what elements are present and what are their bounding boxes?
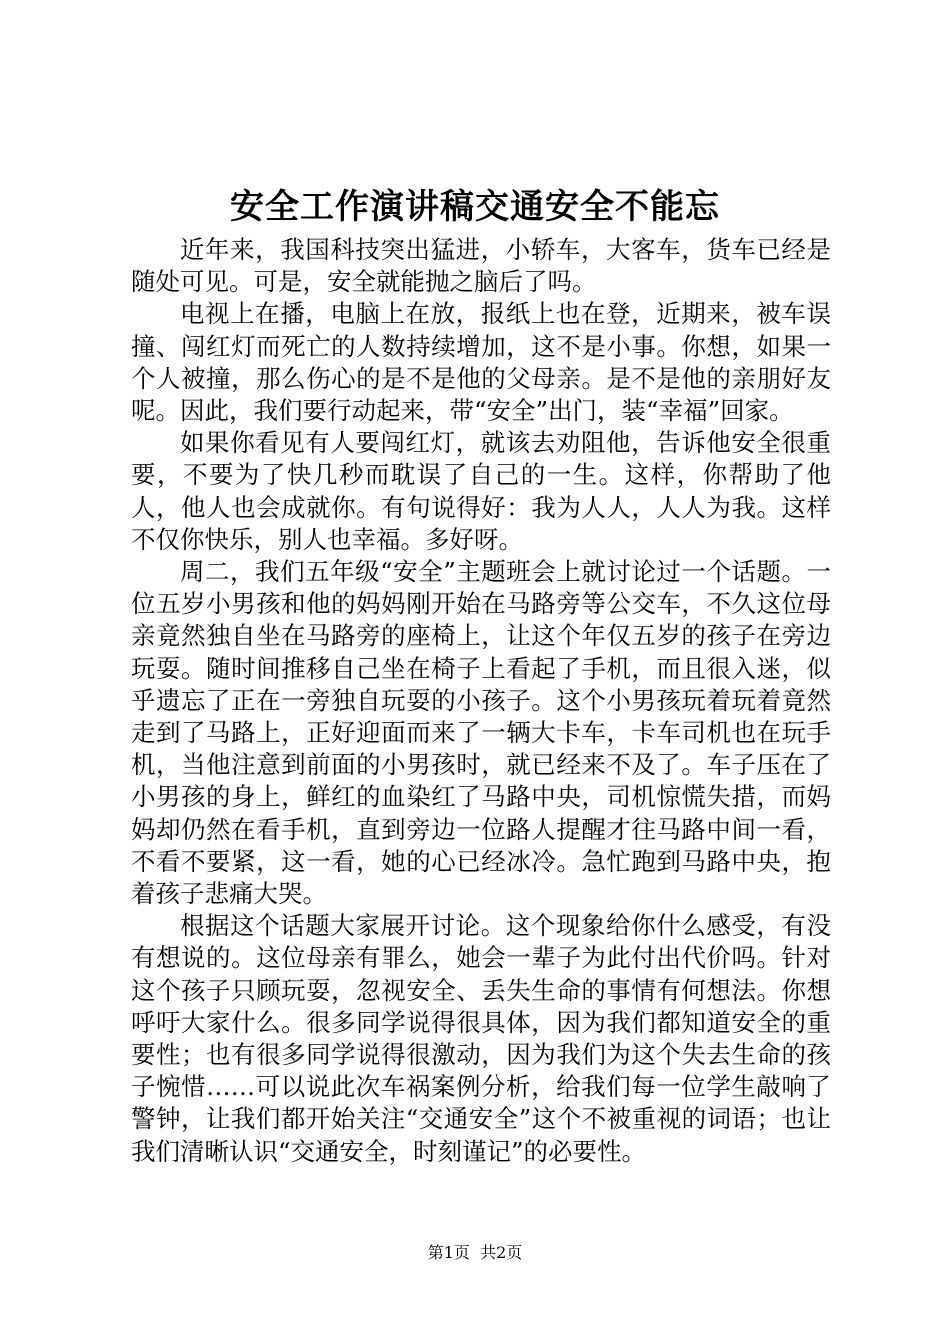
paragraph-2: 电视上在播，电脑上在放，报纸上也在登，近期来，被车误撞、闯红灯而死亡的人数持续增加，这不是小事。你想，如果一个人被撞，那么伤心的是不是他的父母亲。是不是他的亲朋好友呢。因此，我们要行动起来，带“安全”出门，装“幸福”回家。	[131, 299, 831, 426]
paragraph-4: 周二，我们五年级“安全”主题班会上就讨论过一个话题。一位五岁小男孩和他的妈妈刚开始在马路旁等公交车，不久这位母亲竟然独自坐在马路旁的座椅上，让这个年仅五岁的孩子在旁边玩耍。随时间推移自己坐在椅子上看起了手机，而且很入迷，似乎遗忘了正在一旁独自玩耍的小孩子。这个小男孩玩着玩着竟然走到了马路上，正好迎面而来了一辆大卡车，卡车司机也在玩手机，当他注意到前面的小男孩时，就已经来不及了。车子压在了小男孩的身上，鲜红的血染红了马路中央，司机惊慌失措，而妈妈却仍然在看手机，直到旁边一位路人提醒才往马路中间一看，不看不要紧，这一看，她的心已经冰冷。急忙跑到马路中央，抱着孩子悲痛大哭。	[131, 557, 831, 909]
paragraph-1: 近年来，我国科技突出猛进，小轿车，大客车，货车已经是随处可见。可是，安全就能抛之脑后了吗。	[131, 235, 831, 297]
page-footer	[0, 1242, 950, 1264]
paragraph-5: 根据这个话题大家展开讨论。这个现象给你什么感受，有没有想说的。这位母亲有罪么，她会一辈子为此付出代价吗。针对这个孩子只顾玩耍，忽视安全、丢失生命的事情有何想法。你想呼吁大家什么。很多同学说得很具体，因为我们都知道安全的重要性；也有很多同学说得很激动，因为我们为这个失去生命的孩子惋惜……可以说此次车祸案例分析，给我们每一位学生敲响了警钟，让我们都开始关注“交通安全”这个不被重视的词语；也让我们清晰认识“交通安全，时刻谨记”的必要性。	[131, 911, 831, 1166]
document-body	[131, 234, 831, 1168]
page-number: 第1页 共2页	[427, 1243, 523, 1262]
paragraph-3: 如果你看见有人要闯红灯，就该去劝阻他，告诉他安全很重要，不要为了快几秒而耽误了自己的一生。这样，你帮助了他人，他人也会成就你。有句说得好：我为人人，人人为我。这样不仅你快乐，别人也幸福。多好呀。	[131, 428, 831, 554]
document-title: 安全工作演讲稿交通安全不能忘	[230, 187, 720, 227]
